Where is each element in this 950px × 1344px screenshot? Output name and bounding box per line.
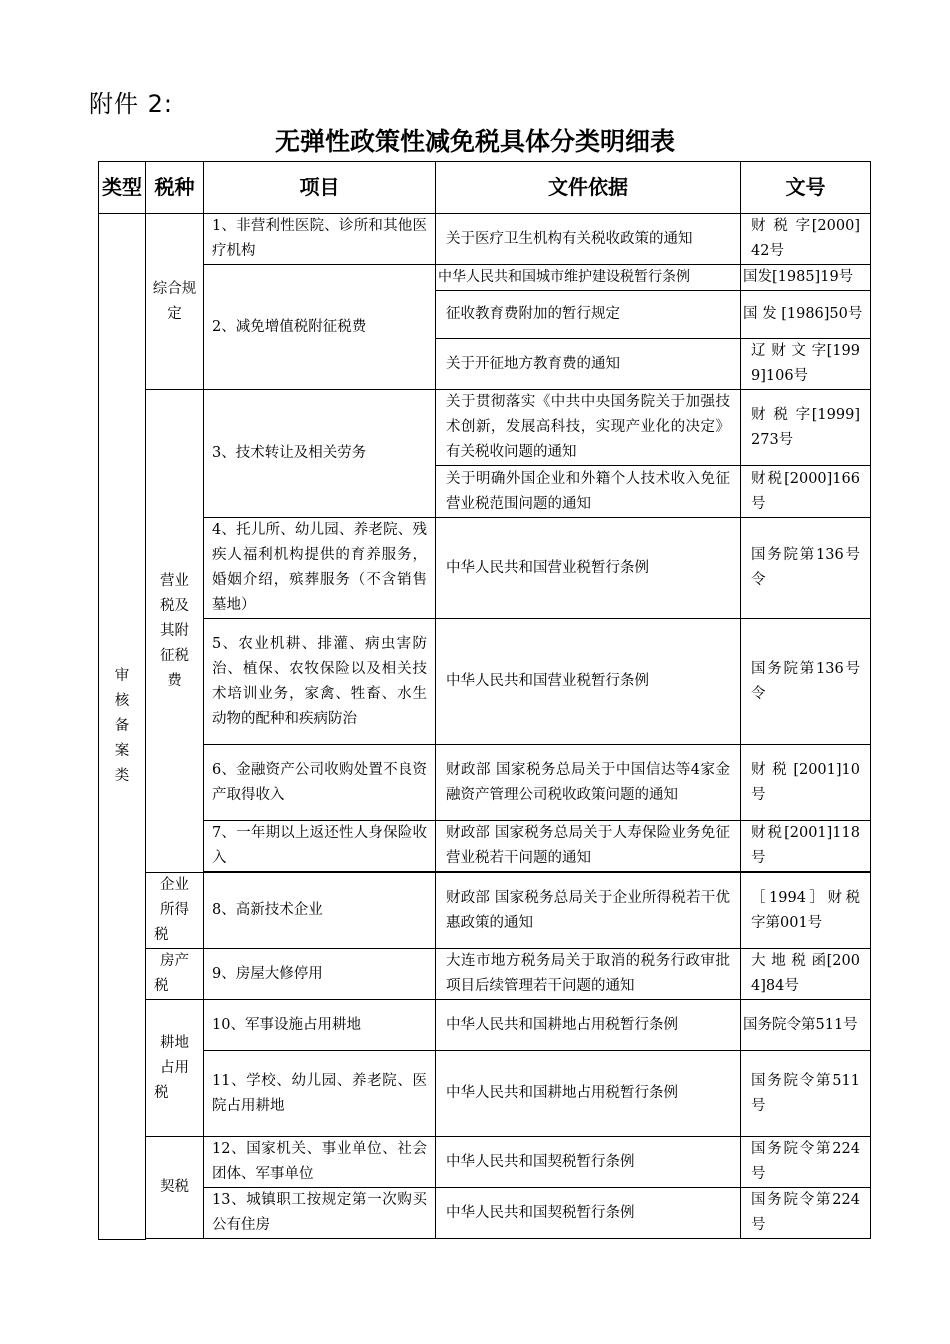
item-cell: 1、非营利性医院、诊所和其他医疗机构 <box>204 214 436 265</box>
header-row <box>99 162 871 214</box>
doc-number-cell: 财税[2000]166号 <box>741 466 871 518</box>
page-title: 无弹性政策性减免税具体分类明细表 <box>274 127 675 156</box>
basis-cell: 中华人民共和国城市维护建设税暂行条例 <box>436 265 741 291</box>
category-cell <box>99 214 146 1240</box>
table-row <box>99 745 871 821</box>
item-cell: 11、学校、幼儿园、养老院、医院占用耕地 <box>204 1051 436 1137</box>
tax-kind-property: 房产税 <box>146 949 204 1000</box>
table-row <box>99 1188 871 1239</box>
spacer-row <box>99 1239 871 1240</box>
doc-number-cell: 大 地 税 函[2004]84号 <box>741 949 871 1000</box>
basis-cell: 关于明确外国企业和外籍个人技术收入免征营业税范围问题的通知 <box>436 466 741 518</box>
table-row <box>99 390 871 466</box>
header-type: 类型 <box>99 162 146 214</box>
category-label: 审核备案类 <box>114 667 130 784</box>
doc-number-cell: 财税[2001]10号 <box>741 745 871 821</box>
tax-kind-corporate: 企业所得税 <box>146 873 204 949</box>
header-item: 项目 <box>204 162 436 214</box>
table-row <box>99 214 871 265</box>
basis-cell: 关于贯彻落实《中共中央国务院关于加强技术创新，发展高科技，实现产业化的决定》有关税收问题的通知 <box>436 390 741 466</box>
doc-number-cell: 国发[1985]19号 <box>741 265 871 291</box>
doc-number-cell: 财 税 字[1999]273号 <box>741 390 871 466</box>
table-row <box>99 821 871 872</box>
doc-number-cell: 财 税 字[2000]42号 <box>741 214 871 265</box>
basis-cell: 财政部 国家税务总局关于中国信达等4家金融资产管理公司税收政策问题的通知 <box>436 745 741 821</box>
item-cell: 7、一年期以上返还性人身保险收入 <box>204 821 436 872</box>
table-row <box>99 1137 871 1188</box>
tax-kind-business <box>146 390 204 873</box>
item-cell: 3、技术转让及相关劳务 <box>204 390 436 518</box>
doc-number-cell: 国务院令第224号 <box>741 1188 871 1239</box>
doc-number-cell: 国务院令第224号 <box>741 1137 871 1188</box>
attachment-label: 附件 2: <box>89 90 173 118</box>
item-cell: 13、城镇职工按规定第一次购买公有住房 <box>204 1188 436 1239</box>
spacer-cell <box>146 1239 871 1240</box>
item-cell: 9、房屋大修停用 <box>204 949 436 1000</box>
basis-cell: 中华人民共和国营业税暂行条例 <box>436 518 741 619</box>
basis-cell: 财政部 国家税务总局关于人寿保险业务免征营业税若干问题的通知 <box>436 821 741 872</box>
basis-cell: 关于医疗卫生机构有关税收政策的通知 <box>436 214 741 265</box>
doc-number-cell: ［1994］财税字第001号 <box>741 873 871 949</box>
item-cell: 4、托儿所、幼儿园、养老院、残疾人福利机构提供的育养服务，婚姻介绍，殡葬服务（不含销售墓地） <box>204 518 436 619</box>
table-row <box>99 265 871 291</box>
table-row <box>99 518 871 619</box>
doc-number-cell: 国务院第136号令 <box>741 518 871 619</box>
item-cell: 5、农业机耕、排灌、病虫害防治、植保、农牧保险以及相关技术培训业务，家禽、牲畜、水生动物的配种和疾病防治 <box>204 619 436 745</box>
basis-cell: 关于开征地方教育费的通知 <box>436 339 741 390</box>
table-row <box>99 619 871 745</box>
basis-cell: 财政部 国家税务总局关于企业所得税若干优惠政策的通知 <box>436 873 741 949</box>
tax-kind-deed: 契税 <box>146 1137 204 1239</box>
header-doc-number: 文号 <box>741 162 871 214</box>
item-cell: 6、金融资产公司收购处置不良资产取得收入 <box>204 745 436 821</box>
doc-number-cell: 国务院令第511号 <box>741 1051 871 1137</box>
basis-cell: 大连市地方税务局关于取消的税务行政审批项目后续管理若干问题的通知 <box>436 949 741 1000</box>
basis-cell: 中华人民共和国耕地占用税暂行条例 <box>436 1051 741 1137</box>
header-tax-kind: 税种 <box>146 162 204 214</box>
doc-number-cell: 辽 财 文 字[1999]106号 <box>741 339 871 390</box>
doc-number-cell: 财税[2001]118号 <box>741 821 871 872</box>
doc-number-cell: 国务院第136号令 <box>741 619 871 745</box>
tax-kind-general: 综合规定 <box>146 214 204 390</box>
table-row <box>99 949 871 1000</box>
item-cell: 10、军事设施占用耕地 <box>204 1000 436 1051</box>
header-basis: 文件依据 <box>436 162 741 214</box>
tax-kind-business-label: 营业税及其附征税费 <box>160 572 189 689</box>
table-row <box>99 873 871 949</box>
table-row <box>99 1051 871 1137</box>
doc-number-cell: 国 发 [1986]50号 <box>741 291 871 339</box>
tax-exemption-table <box>98 161 871 1240</box>
basis-cell: 中华人民共和国契税暂行条例 <box>436 1188 741 1239</box>
table-row <box>99 1000 871 1051</box>
basis-cell: 中华人民共和国营业税暂行条例 <box>436 619 741 745</box>
doc-number-cell: 国务院令第511号 <box>741 1000 871 1051</box>
basis-cell: 征收教育费附加的暂行规定 <box>436 291 741 339</box>
item-cell: 8、高新技术企业 <box>204 873 436 949</box>
item-cell: 12、国家机关、事业单位、社会团体、军事单位 <box>204 1137 436 1188</box>
item-cell: 2、减免增值税附征税费 <box>204 265 436 390</box>
basis-cell: 中华人民共和国契税暂行条例 <box>436 1137 741 1188</box>
tax-kind-farmland: 耕地占用税 <box>146 1000 204 1137</box>
basis-cell: 中华人民共和国耕地占用税暂行条例 <box>436 1000 741 1051</box>
